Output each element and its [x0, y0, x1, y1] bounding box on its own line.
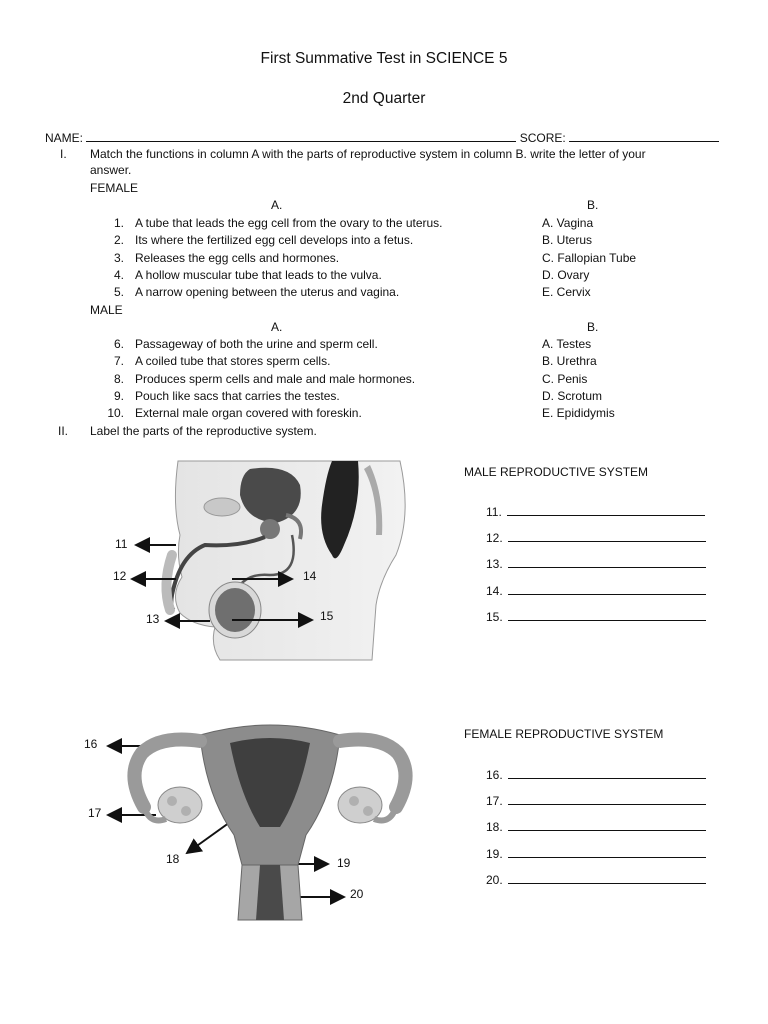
part1-numeral: I.	[60, 147, 67, 161]
figure-label-14: 14	[303, 569, 317, 583]
answer-blank[interactable]	[508, 766, 706, 779]
answer-number: 18.	[486, 820, 503, 835]
item-number: 3.	[113, 250, 124, 265]
item-choice: A. Testes	[542, 337, 592, 351]
answer-blank[interactable]	[507, 503, 705, 516]
instruction-line-1: Match the functions in column A with the parts of reproductive system in column B. write the letter of your	[90, 147, 646, 161]
answer-number: 16.	[486, 768, 503, 782]
score-field[interactable]	[569, 129, 719, 142]
item-choice: C. Penis	[542, 371, 588, 386]
female-col-b: B.	[587, 198, 599, 212]
answer-row	[486, 792, 706, 808]
page-subtitle: 2nd Quarter	[342, 90, 426, 107]
name-score-row	[45, 129, 719, 145]
answer-row	[486, 818, 706, 834]
female-reproductive-figure	[120, 715, 420, 927]
male-system-heading: MALE REPRODUCTIVE SYSTEM	[464, 465, 649, 479]
item-text: External male organ covered with foreskin.	[135, 406, 362, 421]
figure-label-11: 11	[115, 537, 128, 551]
item-text: A tube that leads the egg cell from the ovary to the uterus.	[135, 216, 443, 230]
instruction-line-2: answer.	[90, 163, 132, 177]
item-text: Produces sperm cells and male and male hormones.	[135, 371, 416, 386]
item-text: A coiled tube that stores sperm cells.	[135, 354, 331, 369]
answer-row	[486, 555, 706, 571]
female-system-heading: FEMALE REPRODUCTIVE SYSTEM	[464, 727, 664, 741]
item-number: 5.	[113, 285, 124, 300]
answer-blank[interactable]	[508, 818, 706, 831]
answer-row	[486, 608, 706, 624]
page-title: First Summative Test in SCIENCE 5	[260, 50, 508, 67]
answer-blank[interactable]	[508, 792, 706, 805]
item-number: 7.	[113, 354, 124, 369]
answer-number: 12.	[486, 531, 503, 546]
part2-numeral: II.	[58, 424, 69, 438]
item-number: 6.	[113, 337, 124, 351]
item-choice: B. Uterus	[542, 233, 593, 248]
answer-number: 17.	[486, 794, 503, 809]
answer-blank[interactable]	[508, 871, 706, 884]
answer-number: 20.	[486, 872, 503, 887]
item-text: Passageway of both the urine and sperm cell.	[135, 337, 378, 351]
figure-label-16: 16	[84, 737, 98, 751]
answer-row	[486, 845, 706, 861]
figure-label-17: 17	[88, 806, 102, 820]
answer-blank[interactable]	[508, 555, 706, 568]
item-choice: E. Epididymis	[542, 406, 615, 421]
item-number: 1.	[113, 216, 124, 230]
answer-number: 15.	[486, 609, 503, 624]
item-number: 8.	[113, 371, 124, 386]
answer-number: 11.	[486, 505, 502, 519]
item-text: Releases the egg cells and hormones.	[135, 250, 340, 265]
answer-number: 13.	[486, 557, 503, 572]
figure-label-15: 15	[320, 609, 334, 623]
part2-instruction: Label the parts of the reproductive system.	[90, 424, 317, 438]
figure-label-18: 18	[166, 852, 180, 866]
item-number: 9.	[113, 388, 124, 403]
item-number: 10.	[107, 406, 124, 421]
figure-label-12: 12	[113, 569, 127, 583]
item-choice: D. Ovary	[542, 267, 590, 282]
male-col-a: A.	[271, 320, 283, 334]
name-label: NAME:	[45, 131, 84, 145]
item-text: Its where the fertilized egg cell develops into a fetus.	[135, 233, 414, 248]
item-number: 2.	[113, 233, 124, 248]
answer-row	[486, 766, 706, 782]
item-choice: E. Cervix	[542, 285, 591, 300]
answer-blank[interactable]	[508, 529, 706, 542]
female-heading: FEMALE	[90, 181, 139, 195]
answer-blank[interactable]	[508, 582, 706, 595]
score-label: SCORE:	[519, 131, 566, 145]
item-text: A hollow muscular tube that leads to the vulva.	[135, 267, 382, 282]
item-number: 4.	[113, 267, 124, 282]
figure-label-13: 13	[146, 612, 160, 626]
part1-instruction	[90, 147, 730, 177]
female-col-a: A.	[271, 198, 283, 212]
item-choice: B. Urethra	[542, 354, 597, 369]
item-choice: D. Scrotum	[542, 388, 603, 403]
answer-row	[486, 529, 706, 545]
figure-label-19: 19	[337, 856, 351, 870]
item-text: Pouch like sacs that carries the testes.	[135, 388, 340, 403]
answer-blank[interactable]	[508, 845, 706, 858]
answer-row	[486, 871, 706, 887]
item-text: A narrow opening between the uterus and vagina.	[135, 285, 400, 300]
answer-row	[486, 503, 705, 519]
answer-number: 14.	[486, 583, 503, 598]
figure-label-20: 20	[350, 887, 364, 901]
answer-row	[486, 582, 706, 598]
male-heading: MALE	[90, 303, 123, 317]
answer-number: 19.	[486, 846, 503, 861]
name-field[interactable]	[86, 129, 516, 142]
item-choice: C. Fallopian Tube	[542, 250, 637, 265]
male-col-b: B.	[587, 320, 599, 334]
item-choice: A. Vagina	[542, 216, 594, 230]
answer-blank[interactable]	[508, 608, 706, 621]
male-reproductive-figure	[100, 455, 420, 665]
